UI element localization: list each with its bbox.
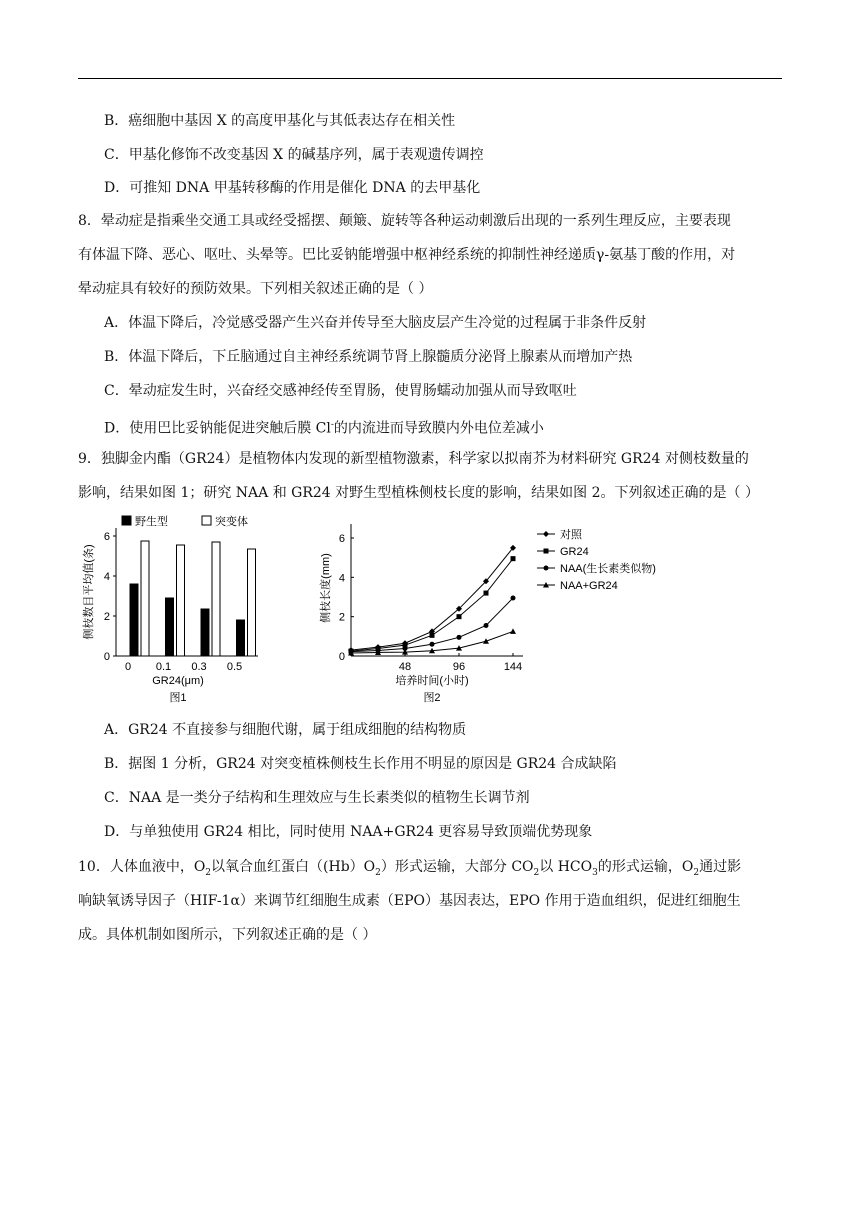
bar-突变体 [248, 549, 256, 656]
point-marker [430, 633, 435, 638]
q8-option-a[interactable]: A．体温下降后，冷觉感受器产生兴奋并传导至大脑皮层产生冷觉的过程属于非条件反射 [104, 315, 647, 331]
x-tick-label: 48 [398, 661, 412, 673]
series-GR24 [349, 556, 516, 653]
bar-野生型 [237, 620, 245, 656]
q10-text-d: 以 HCO [539, 859, 593, 875]
y-tick-label: 2 [103, 611, 110, 623]
point-marker [510, 628, 516, 634]
q10-stem-line3: 成。具体机制如图所示，下列叙述正确的是（ ） [78, 927, 377, 943]
q8-option-d[interactable] [104, 415, 544, 439]
x-tick-label: 0.3 [191, 661, 207, 673]
q8-stem-line1: 8．晕动症是指乘坐交通工具或经受摇摆、颠簸、旋转等各种运动刺激后出现的一系列生理反应，主要表现 [78, 213, 731, 229]
bar-突变体 [141, 541, 149, 656]
point-marker [544, 566, 549, 571]
point-marker [457, 614, 462, 619]
figure-2-line-chart [315, 512, 695, 712]
x-axis-label: 培养时间(小时) [395, 675, 469, 687]
y-axis-label: 侧枝数目平均值(条) [83, 544, 95, 640]
q10-sub-co2: 2 [533, 867, 540, 878]
legend-label: 对照 [560, 529, 582, 541]
x-tick-label: 96 [452, 661, 466, 673]
q10-sub-o2: 2 [205, 867, 212, 878]
q10-sub-hco3: 3 [592, 867, 598, 878]
figure-caption: 图1 [169, 692, 187, 704]
q8-option-d-post: 的内流进而导致膜内外电位差减小 [333, 420, 544, 437]
q9-stem-line2: 影响，结果如图 1；研究 NAA 和 GR24 对野生型植株侧枝长度的影响，结果如图 2。下列叙述正确的是（ ） [78, 485, 759, 501]
x-tick-label: 0 [124, 661, 132, 673]
q10-sub-hbo2: 2 [375, 867, 381, 878]
bar-野生型 [166, 598, 174, 656]
q8-stem-line3: 晕动症具有较好的预防效果。下列相关叙述正确的是（ ） [78, 281, 433, 297]
y-tick-label: 6 [338, 533, 345, 545]
q8-option-c[interactable]: C．晕动症发生时，兴奋经交感神经传至胃肠，使胃肠蠕动加强从而导致呕吐 [104, 383, 577, 399]
q8-option-d-pre: D．使用巴比妥钠能促进突触后膜 Cl [104, 420, 331, 437]
q9-option-d[interactable]: D．与单独使用 GR24 相比，同时使用 NAA+GR24 更容易导致顶端优势现象 [104, 824, 593, 840]
x-tick-label: 0.1 [155, 661, 172, 673]
q8-option-d-sup: - [330, 420, 334, 430]
q9-option-a[interactable]: A．GR24 不直接参与细胞代谢，属于组成细胞的结构物质 [104, 722, 467, 738]
q10-sub-o2b: 2 [693, 867, 700, 878]
q9-stem-line1: 9．独脚金内酯（GR24）是植物体内发现的新型植物激素，科学家以拟南芥为材料研究 GR24 对侧枝数量的 [78, 451, 749, 467]
header-rule [78, 78, 782, 79]
legend-label: GR24 [560, 546, 589, 558]
bar-突变体 [212, 542, 220, 656]
y-tick-label: 6 [103, 531, 110, 543]
point-marker [430, 642, 435, 647]
q10-stem-line2: 响缺氧诱导因子（HIF-1α）来调节红细胞生成素（EPO）基因表达，EPO 作用于造血组织，促进红细胞生 [78, 893, 741, 909]
y-tick-label: 2 [338, 611, 345, 624]
q9-option-c[interactable]: C．NAA 是一类分子结构和生理效应与生长素类似的植物生长调节剂 [104, 790, 530, 806]
q8-stem-line2: 有体温下降、恶心、呕吐、头晕等。巴比妥钠能增强中枢神经系统的抑制性神经递质γ-氨基丁酸的作用，对 [78, 247, 736, 263]
q7-option-d[interactable]: D．可推知 DNA 甲基转移酶的作用是催化 DNA 的去甲基化 [104, 180, 481, 196]
q9-option-b[interactable]: B．据图 1 分析，GR24 对突变植株侧枝生长作用不明显的原因是 GR24 合成缺陷 [104, 756, 617, 772]
bar-野生型 [130, 584, 138, 656]
q10-text-a: 10．人体血液中，O [78, 859, 206, 875]
point-marker [511, 556, 516, 561]
y-axis-label: 侧枝长度(mm) [320, 553, 332, 623]
bar-突变体 [177, 545, 185, 656]
y-tick-label: 0 [103, 651, 110, 663]
point-marker [457, 635, 462, 640]
q10-text-c: ）形式运输，大部分 CO [380, 859, 534, 875]
legend-swatch [122, 516, 131, 525]
x-tick-label: 144 [503, 661, 523, 673]
figure-caption: 图2 [423, 692, 441, 704]
legend-label: 突变体 [215, 516, 248, 528]
series-NAA(生长素类似物) [349, 595, 516, 654]
figure-1-bar-chart [78, 512, 278, 712]
x-axis-label: GR24(μm) [152, 675, 204, 687]
legend-label: 野生型 [135, 516, 168, 528]
legend-swatch [202, 516, 211, 525]
point-marker [544, 549, 549, 554]
q10-text-e: 的形式运输，O [597, 859, 694, 875]
q10-text-b: 以氧合血红蛋白（(Hb）O [211, 859, 376, 875]
q7-option-c[interactable]: C．甲基化修饰不改变基因 X 的碱基序列，属于表观遗传调控 [104, 147, 484, 163]
point-marker [543, 531, 549, 537]
x-tick-label: 0.5 [226, 661, 243, 673]
point-marker [484, 591, 489, 596]
q8-option-b[interactable]: B．体温下降后，下丘脑通过自主神经系统调节肾上腺髓质分泌肾上腺素从而增加产热 [104, 349, 633, 365]
q10-stem-line1 [78, 857, 741, 883]
q7-option-b[interactable]: B．癌细胞中基因 X 的高度甲基化与其低表达存在相关性 [104, 113, 456, 129]
legend-label: NAA(生长素类似物) [560, 563, 656, 575]
y-tick-label: 4 [103, 571, 110, 583]
y-tick-label: 0 [338, 651, 345, 663]
y-tick-label: 4 [338, 572, 345, 585]
point-marker [511, 595, 516, 600]
legend-label: NAA+GR24 [560, 580, 618, 592]
q10-text-f: 通过影 [699, 859, 742, 875]
point-marker [484, 623, 489, 628]
bar-野生型 [201, 609, 209, 656]
